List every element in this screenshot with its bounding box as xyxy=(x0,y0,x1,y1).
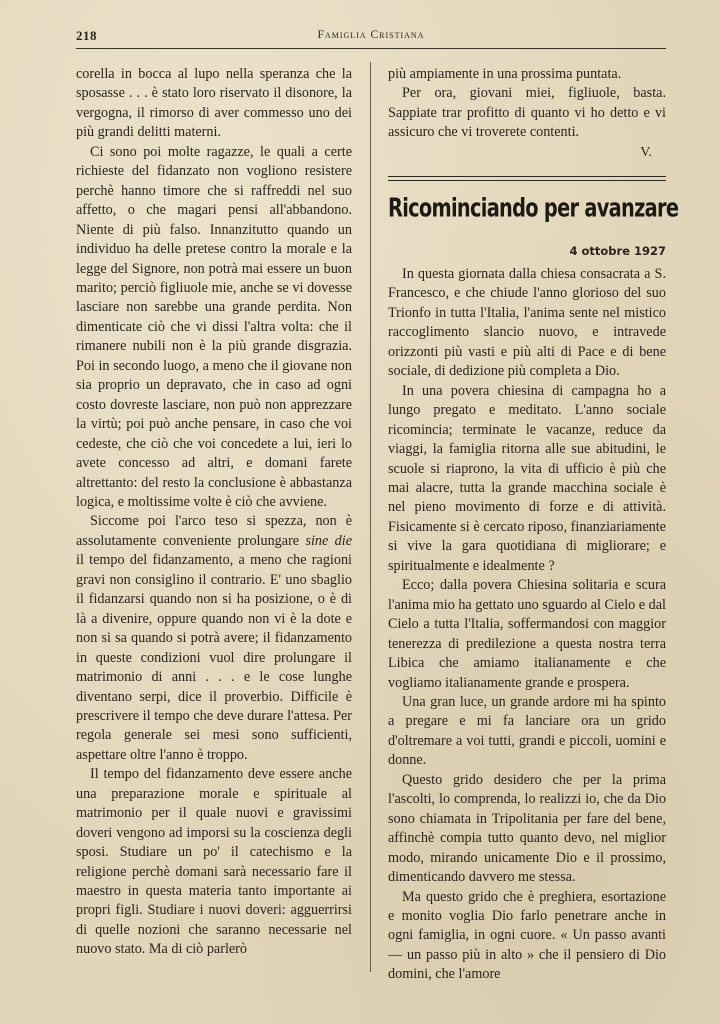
article-paragraph-4: Una gran luce, un grande ardore mi ha spinto a pregare e mi fa lanciare ora un grido d'oltremare a voi tutti, grandi e piccoli, uomini e donne. xyxy=(388,693,666,769)
left-paragraph-3-text: Siccome poi l'arco teso si spezza, non è assolutamente conveniente prolungare xyxy=(76,513,352,549)
article-paragraph-3: Ecco; dalla povera Chiesina solitaria e scura l'anima mio ha gettato uno sguardo al Cielo e dal Cielo a tutta l'Italia, soffermandosi con maggior tenerezza di predilezione a questa nostra terra Libica che amiamo italianamente e che vogliamo italianamente grande e prospera. xyxy=(388,577,666,691)
article-paragraph-5: Questo grido desidero che per la prima l'ascolti, lo comprenda, lo realizzi io, che da Dio sono chiamata in Tripolitania per fare del bene, affinchè compia tutto quanto devo, nel miglior modo, mirando unicamente Dio e il prossimo, dimenticando davvero me stessa. xyxy=(388,771,666,886)
article-title: Ricominciando per avanzare xyxy=(388,194,679,224)
right-column-continuation xyxy=(388,65,666,162)
left-paragraph-4: Il tempo del fidanzamento deve essere anche una preparazione morale e spirituale al matrimonio per il quale nuovi e gravissimi doveri vengono ad imporsi su la coscienza degli sposi. Studiare un po' il catechismo e la religione perchè domani sarà necessario fare il maestro in questa materia tanto importante ai propri figli. Studiare i nuovi doveri: agguerrirsi di quelle nozioni che saranno necessarie nel nuovo stato. Ma di ciò parlerò xyxy=(76,766,352,958)
left-paragraph-3-continued: il tempo del fidanzamento, a meno che ragioni gravi non consiglino il contrario. E' uno sbaglio il fidanzarsi quando non si ha posizione, o è di là a divenire, oppure quando non vi è la dote e non si sa quando si potrà avere; il fidanzamento in queste condizioni vuol dire prolungare il matrimonio di anni . . . e le cose lunghe diventano serpi, dice il proverbio. Difficile è prescrivere il tempo che deve durare l'attesa. Per regola generale sei mesi sono sufficienti, aspettare oltre l'anno è troppo. xyxy=(76,552,352,763)
article-date: 4 ottobre 1927 xyxy=(569,244,666,258)
page-header xyxy=(76,26,666,48)
left-paragraph-2: Ci sono poi molte ragazze, le quali a certe richieste del fidanzato non vogliono resistere perchè hanno timore che si raffreddi nel suo affetto, o che magari pensi all'abbandono. Niente di più falso. Innanzitutto quando un individuo ha delle pretese contro la morale e la legge del Signore, non potrà mai essere un buon marito; perciò figliuole mie, anche se vi dovesse lasciare non sarebbe una grande perdita. Non dimenticate ciò che vi dissi l'altra volta: che il rimanere nubili non è la più grande disgrazia. Poi in secondo luogo, a meno che il giovane non sia proprio un depravato, che in caso ad ogni costo dovreste lasciare, non può non apprezzare la virtù; poi può anche pensare, in caso che voi cedeste, che ciò che voi concedete a lui, ieri lo avete concesso ad altri, e domani farete altrettanto: del resto la conclusione è abbastanza logica, e moltissime volte è ciò che avviene. xyxy=(76,143,352,510)
running-title: Famiglia Cristiana xyxy=(317,29,425,41)
left-paragraph-3 xyxy=(76,512,352,765)
left-paragraph-1: corella in bocca al lupo nella speranza che la sposasse . . . è stato loro riservato il disonore, la vergogna, il rimorso di aver commesso uno dei più grandi delitti materni. xyxy=(76,66,352,141)
column-divider xyxy=(370,62,371,972)
left-column xyxy=(76,65,352,960)
page-number: 218 xyxy=(76,28,97,43)
header-rule xyxy=(76,48,666,49)
section-double-rule xyxy=(388,176,666,181)
article-paragraph-6: Ma questo grido che è preghiera, esortazione e monito voglia Dio farlo penetrare anche in ogni famiglia, in ogni cuore. « Un passo avanti — un passo più in alto » che il pensiero di Dio domini, che l'amore xyxy=(388,888,666,983)
continuation-paragraph-1: più ampiamente in una prossima puntata. xyxy=(388,66,622,82)
continuation-paragraph-2: Per ora, giovani miei, figliuole, basta. Sappiate trar profitto di quanto vi ho detto e vi assicuro che vi troverete contenti. xyxy=(388,85,666,141)
article-paragraph-1: In questa giornata dalla chiesa consacrata a S. Francesco, e che chiude l'anno glorioso del suo Trionfo in tutta l'Italia, l'anima sente nel mistico raccoglimento slancio nuovo, e intravede orizzonti più vasti e più alti di Pace e di bene sociale, di dedizione più completa a Dio. xyxy=(388,266,666,380)
article-body xyxy=(388,265,666,985)
author-signature: V. xyxy=(640,144,652,160)
article-paragraph-2: In una povera chiesina di campagna ho a lungo pregato e meditato. L'anno sociale ricomincia; terminate le vacanze, reduce da viaggi, la famiglia ritorna alle sue abitudini, le scuole si riaprono, la vita di ufficio è più che mai alacre, tutta la grande macchina sociale è nel pieno movimento di forze e di attività. Fisicamente si è cercato riposo, finanziariamente si vive la gara quotidiana di migliorare; e spiritualmente e idealmente ? xyxy=(388,382,666,574)
italic-phrase: sine die xyxy=(305,532,352,549)
